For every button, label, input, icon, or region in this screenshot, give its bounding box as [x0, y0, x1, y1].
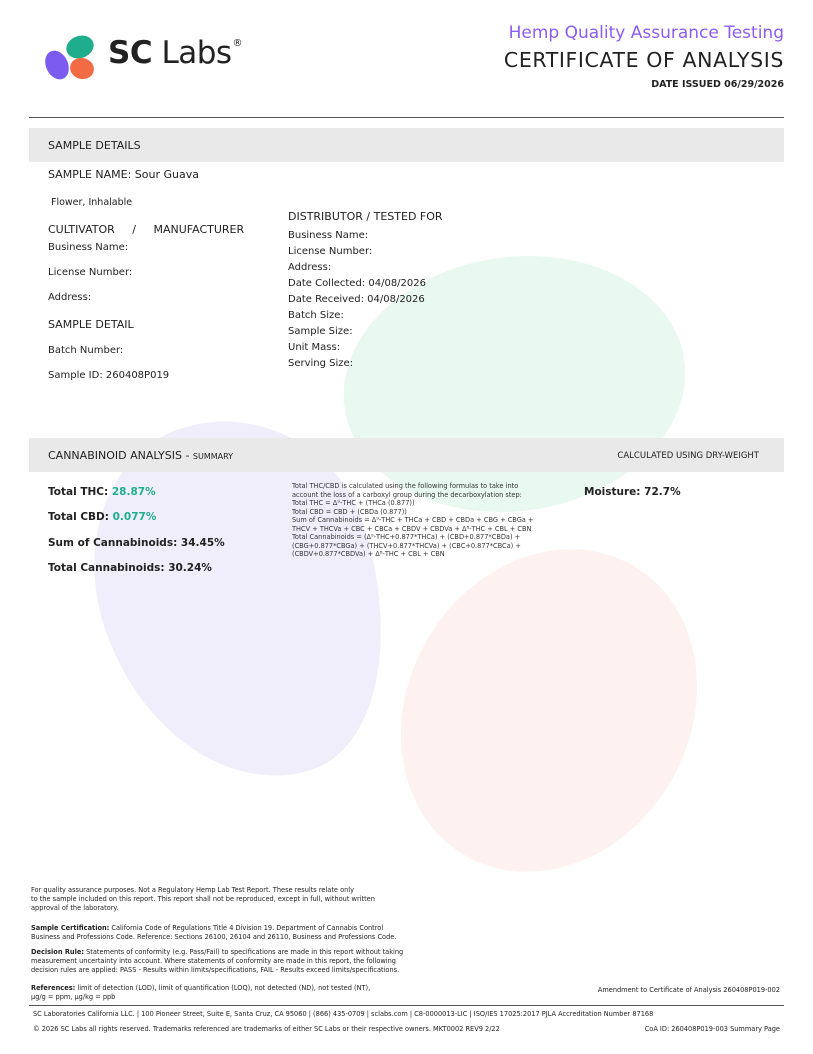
- formula-line: THCV + THCVa + CBC + CBCa + CBDV + CBDVa + Δ⁸-THC + CBL + CBN: [292, 524, 532, 533]
- date-received: Date Received: 04/08/2026: [288, 294, 425, 305]
- sample-name: SAMPLE NAME: Sour Guava: [48, 168, 199, 181]
- sc-labs-logo: [46, 35, 276, 85]
- sample-details-bar: [29, 128, 784, 162]
- distributor-address: Address:: [288, 262, 332, 273]
- cannabinoid-analysis-bar: [29, 438, 784, 472]
- qa-disclaimer: For quality assurance purposes. Not a Regulatory Hemp Lab Test Report. These results relate only to the sample included on this report. This report shall not be reproduced, except in full, without written approval of the laboratory.: [31, 886, 375, 912]
- date-issued: DATE ISSUED 06/29/2026: [651, 79, 784, 90]
- calculation-formulas: [292, 482, 572, 559]
- cannabinoid-analysis-title: CANNABINOID ANALYSIS - SUMMARY: [48, 449, 234, 462]
- cultivator-address: Address:: [48, 292, 92, 303]
- distributor-heading: DISTRIBUTOR / TESTED FOR: [288, 210, 443, 223]
- sample-details-title: SAMPLE DETAILS: [48, 139, 141, 152]
- formula-line: Total CBD = CBD + (CBDa (0.877)): [292, 507, 407, 516]
- footer-coa-id: CoA ID: 260408P019-003 Summary Page: [644, 1025, 780, 1033]
- total-thc-value: 28.87%: [111, 486, 156, 498]
- references: References: limit of detection (LOD), limit of quantification (LOQ), not detected (ND), not tested (NT), μg/g = ppm, μg/kg = ppb: [31, 984, 371, 1001]
- distributor-license-number: License Number:: [288, 246, 373, 257]
- distributor-business-name: Business Name:: [288, 230, 369, 241]
- dry-weight-note: CALCULATED USING DRY-WEIGHT: [617, 451, 759, 461]
- cultivator-license-number: License Number:: [48, 267, 133, 278]
- serving-size: Serving Size:: [288, 358, 354, 369]
- formula-line: Total Cannabinoids = (Δ⁹-THC+0.877*THCa) + (CBD+0.877*CBDa) +: [292, 533, 521, 541]
- cultivator-heading: CULTIVATOR / MANUFACTURER: [48, 223, 245, 236]
- total-cbd: Total CBD: 0.077%: [48, 511, 157, 523]
- sample-certification: Sample Certification: California Code of Regulations Title 4 Division 19. Department of Cannabis Control Business and Professions Code. Reference: Sections 26100, 26104 and 26110, Business and Professions Code.: [31, 924, 397, 941]
- formula-line: (CBG+0.877*CBGa) + (THCV+0.877*THCVa) + (CBC+0.877*CBCa) +: [292, 541, 521, 550]
- formula-line: Total THC = Δ⁹-THC + (THCa (0.877)): [292, 499, 415, 507]
- formula-line: account the loss of a carboxyl group during the decarboxylation step:: [292, 490, 522, 499]
- unit-mass: Unit Mass:: [288, 342, 341, 353]
- decision-rule: Decision Rule: Statements of conformity (e.g. Pass/Fail) to specifications are made in this report without taking measurement uncertainty into account. Where statements of conformity are made in this report, the following decision rules are applied: PASS - Results within limits/specifications, FAIL - Results exceed limits/specifications.: [31, 948, 404, 974]
- batch-size: Batch Size:: [288, 310, 344, 321]
- formula-line: Sum of Cannabinoids = Δ⁹-THC + THCa + CBD + CBDa + CBG + CBGa +: [292, 516, 534, 524]
- sample-size: Sample Size:: [288, 326, 353, 337]
- total-cbd-value: 0.077%: [112, 511, 157, 523]
- formula-line: (CBDV+0.877*CBDVa) + Δ⁸-THC + CBL + CBN: [292, 550, 445, 558]
- logo-wordmark: SC Labs®: [108, 35, 243, 71]
- formula-line: Total THC/CBD is calculated using the following formulas to take into: [292, 482, 519, 490]
- footer-company-info: SC Laboratories California LLC. | 100 Pioneer Street, Suite E, Santa Cruz, CA 95060 | (866) 435-0709 | sclabs.com | C8-0000013-LIC | ISO/IES 17025:2017 PJLA Accreditation Number 87168: [33, 1010, 654, 1018]
- moisture: Moisture: 72.7%: [584, 486, 681, 498]
- report-title: CERTIFICATE OF ANALYSIS: [503, 48, 784, 72]
- batch-number: Batch Number:: [48, 345, 124, 356]
- report-subtitle: Hemp Quality Assurance Testing: [508, 23, 784, 43]
- amendment-note: Amendment to Certificate of Analysis 260408P019-002: [597, 986, 780, 994]
- total-thc: Total THC: 28.87%: [48, 486, 156, 498]
- footer-divider: [29, 1005, 784, 1006]
- date-collected: Date Collected: 04/08/2026: [288, 278, 426, 289]
- header-divider: [29, 117, 784, 118]
- sample-detail-heading: SAMPLE DETAIL: [48, 318, 134, 331]
- sample-category: Flower, Inhalable: [51, 197, 133, 208]
- sum-of-cannabinoids: Sum of Cannabinoids: 34.45%: [48, 537, 225, 549]
- sample-id: Sample ID: 260408P019: [48, 370, 170, 381]
- decorative-pink-shape: [343, 495, 755, 926]
- logo-orange-dot: [68, 55, 97, 81]
- footer-copyright: © 2026 SC Labs all rights reserved. Trademarks referenced are trademarks of either SC Labs or their respective owners. MKT0002 REV9 2/22: [33, 1025, 500, 1033]
- cultivator-business-name: Business Name:: [48, 242, 129, 253]
- total-cannabinoids: Total Cannabinoids: 30.24%: [48, 562, 212, 574]
